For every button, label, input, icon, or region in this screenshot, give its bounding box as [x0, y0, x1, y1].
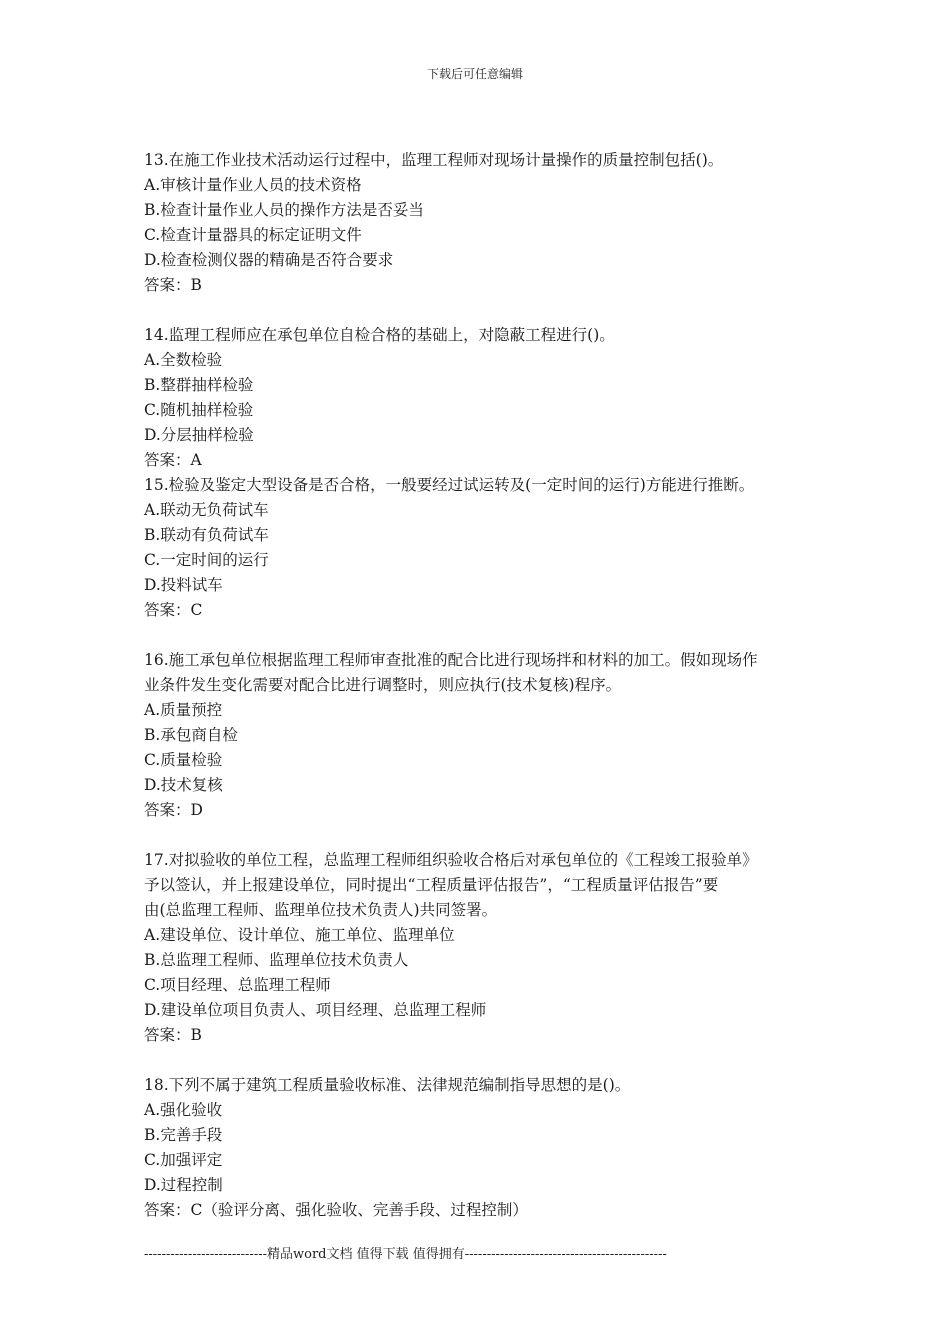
- option-b: B.完善手段: [144, 1126, 223, 1144]
- option-a: A.全数检验: [144, 351, 223, 369]
- option-d: D.投料试车: [144, 576, 223, 594]
- question-16: [144, 648, 814, 823]
- question-17: [144, 848, 814, 1048]
- option-c: C.加强评定: [144, 1151, 223, 1169]
- answer: 答案：B: [144, 1026, 202, 1044]
- option-c: C.项目经理、总监理工程师: [144, 976, 331, 994]
- option-a: A.强化验收: [144, 1101, 223, 1119]
- answer: 答案：B: [144, 276, 202, 294]
- option-c: C.随机抽样检验: [144, 401, 254, 419]
- option-c: C.检查计量器具的标定证明文件: [144, 226, 362, 244]
- option-a: A.联动无负荷试车: [144, 501, 269, 519]
- option-c: C.一定时间的运行: [144, 551, 269, 569]
- option-b: B.承包商自检: [144, 726, 238, 744]
- document-body: [144, 148, 814, 1223]
- question-stem: 18.下列不属于建筑工程质量验收标准、法律规范编制指导思想的是()。: [144, 1076, 631, 1094]
- option-c: C.质量检验: [144, 751, 223, 769]
- option-d: D.分层抽样检验: [144, 426, 254, 444]
- question-stem-line: 予以签认，并上报建设单位，同时提出“工程质量评估报告”，“工程质量评估报告”要: [144, 876, 719, 894]
- page-footer: ----------------------------精品word文档 值得下载 值得拥有----------------------------------------------: [144, 1247, 667, 1262]
- option-a: A.建设单位、设计单位、施工单位、监理单位: [144, 926, 455, 944]
- page-header: 下载后可任意编辑: [426, 67, 523, 81]
- option-a: A.质量预控: [144, 701, 223, 719]
- question-stem-line: 17.对拟验收的单位工程，总监理工程师组织验收合格后对承包单位的《工程竣工报验单》: [144, 851, 758, 869]
- question-stem-line: 由(总监理工程师、监理单位技术负责人)共同签署。: [144, 901, 498, 919]
- option-d: D.建设单位项目负责人、项目经理、总监理工程师: [144, 1001, 487, 1019]
- answer: 答案：C: [144, 601, 203, 619]
- question-stem: 15.检验及鉴定大型设备是否合格，一般要经过试运转及(一定时间的运行)方能进行推断。: [144, 476, 755, 494]
- question-stem: 14.监理工程师应在承包单位自检合格的基础上，对隐蔽工程进行()。: [144, 326, 615, 344]
- question-stem: 13.在施工作业技术活动运行过程中，监理工程师对现场计量操作的质量控制包括()。: [144, 151, 724, 169]
- option-d: D.过程控制: [144, 1176, 223, 1194]
- question-13: [144, 148, 814, 298]
- option-b: B.总监理工程师、监理单位技术负责人: [144, 951, 409, 969]
- question-18: [144, 1073, 814, 1223]
- answer: 答案：C（验评分离、强化验收、完善手段、过程控制）: [144, 1201, 528, 1219]
- question-stem-line: 16.施工承包单位根据监理工程师审查批准的配合比进行现场拌和材料的加工。假如现场作: [144, 651, 758, 669]
- answer: 答案：D: [144, 801, 203, 819]
- option-a: A.审核计量作业人员的技术资格: [144, 176, 362, 194]
- option-b: B.检查计量作业人员的操作方法是否妥当: [144, 201, 424, 219]
- option-d: D.技术复核: [144, 776, 223, 794]
- option-b: B.整群抽样检验: [144, 376, 254, 394]
- question-stem-line: 业条件发生变化需要对配合比进行调整时，则应执行(技术复核)程序。: [144, 676, 622, 694]
- question-15: [144, 473, 814, 623]
- question-14: [144, 323, 814, 473]
- option-b: B.联动有负荷试车: [144, 526, 269, 544]
- answer: 答案：A: [144, 451, 202, 469]
- option-d: D.检查检测仪器的精确是否符合要求: [144, 251, 394, 269]
